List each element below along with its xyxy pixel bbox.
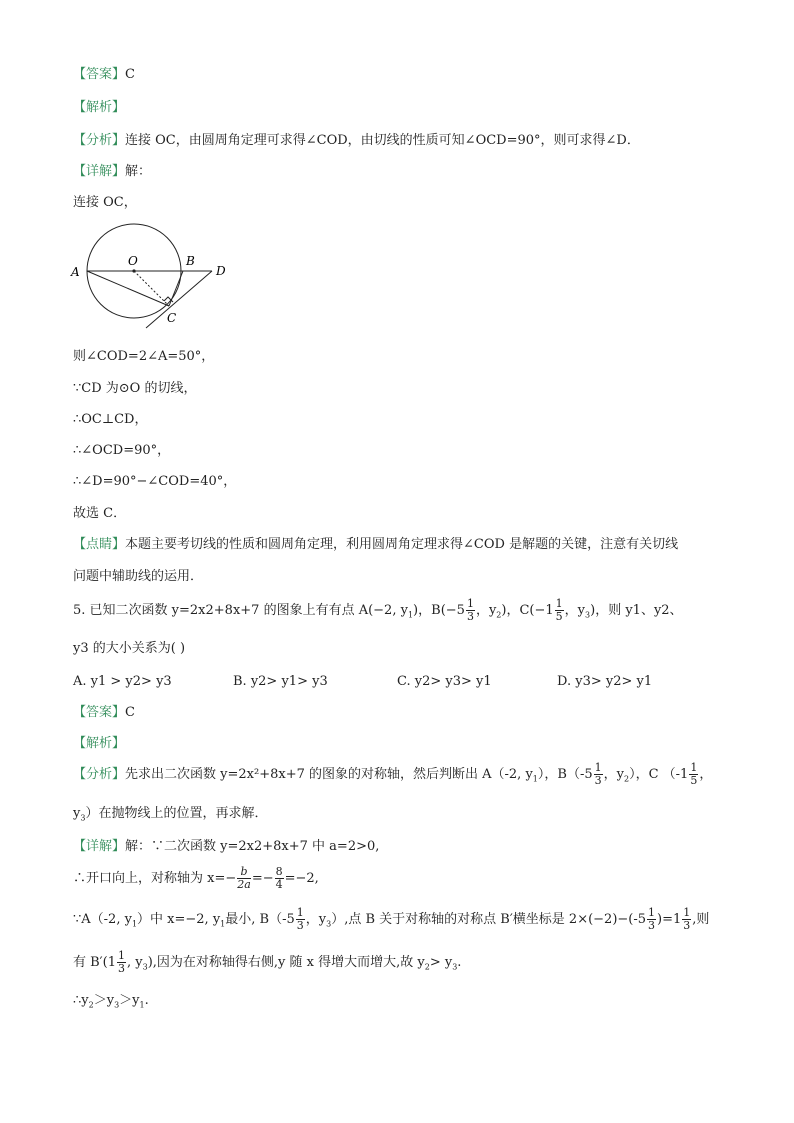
fenxi-tag: 【分析】: [73, 133, 126, 148]
fraction-1-3: [296, 907, 305, 931]
point-c-post: ，y: [564, 603, 586, 618]
analysis-heading: [73, 101, 125, 114]
fenxi-c: ，y: [603, 767, 624, 782]
frac-den: 3: [594, 774, 602, 787]
frac-den: 4: [275, 878, 283, 891]
line-b4: ，y: [305, 912, 327, 927]
sub: 1: [131, 919, 138, 929]
fraction-1-5: [689, 762, 698, 786]
sub: 1: [532, 774, 538, 784]
q5-fenxi-line2: [73, 807, 267, 823]
frac-num: 1: [466, 597, 474, 611]
fraction-1-3: [117, 950, 126, 974]
frac-num: 1: [683, 906, 691, 920]
fraction-1-5: [555, 598, 564, 622]
fraction-1-3: [594, 762, 603, 786]
frac-den: 3: [466, 610, 474, 623]
xiangjie-tag: 【详解】: [73, 164, 126, 179]
dianjing-line: [73, 538, 678, 551]
line-b6: )=1: [657, 912, 682, 927]
frac-num: 1: [690, 761, 698, 775]
answer-tag: 【答案】: [73, 705, 126, 720]
frac-num: 1: [648, 906, 656, 920]
xiangjie-text: 解：∵二次函数 y=2x2+8x+7 中 a=2>0,: [125, 839, 380, 854]
line-ac: [87, 271, 169, 306]
sub: 3: [142, 962, 148, 972]
line-b7: ,则: [692, 912, 710, 927]
sub: 3: [114, 1000, 120, 1010]
xiangjie-text: 解：: [125, 164, 152, 179]
sub: 3: [585, 610, 591, 620]
fenxi-line2a: y: [73, 806, 81, 821]
q5-symmetric-line: [73, 907, 709, 938]
sub: 2: [496, 610, 502, 620]
fraction-8-4: [275, 866, 284, 890]
center-dot: [132, 269, 135, 272]
label-a: A: [71, 265, 80, 279]
step-connect-oc: 连接 OC，: [73, 195, 137, 210]
sub: 2: [623, 774, 630, 784]
sub: 1: [220, 919, 226, 929]
option-d: D. y3> y2> y1: [557, 674, 653, 689]
answer-tag: 【答案】: [73, 67, 126, 82]
point-a-close: )，B: [413, 603, 441, 618]
sub: 2: [88, 1000, 94, 1010]
final-c: ＞y: [119, 993, 140, 1008]
q5-stem: [73, 598, 683, 629]
final-d: .: [144, 993, 149, 1008]
frac-den: 3: [648, 919, 656, 932]
frac-den: 5: [555, 610, 563, 623]
q5-axis-line: [73, 866, 319, 892]
sub: 3: [80, 813, 86, 823]
answer-value: C: [125, 705, 135, 720]
q5-analysis-heading: [73, 737, 125, 750]
line-b2: ）中 x=−2, y: [137, 912, 221, 927]
frac-num: 1: [555, 597, 563, 611]
axis-end: =−2,: [284, 871, 319, 886]
q5-conclusion: [73, 994, 149, 1010]
sub: 3: [452, 962, 458, 972]
label-d: D: [216, 264, 226, 278]
line-c4: > y: [429, 955, 453, 970]
sub: 3: [326, 919, 332, 929]
step-cod: 则∠COD=2∠A=50°，: [73, 349, 215, 364]
fenxi-line2b: ）在抛物线上的位置，再求解．: [85, 806, 268, 821]
fenxi-a: 先求出二次函数 y=2x²+8x+7 的图象的对称轴，然后判断出 A（-2, y: [125, 767, 533, 782]
line-c1: 有 B′(1: [73, 955, 116, 970]
step-perpendicular: ∴OC⊥CD，: [73, 412, 148, 427]
fraction-1-3: [647, 907, 656, 931]
label-c: C: [167, 311, 177, 325]
fraction-1-3: [682, 907, 691, 931]
frac-den: 3: [296, 919, 304, 932]
circle-tangent-figure: [66, 218, 236, 333]
frac-num: 1: [594, 761, 602, 775]
step-d: ∴∠D=90°−∠COD=40°，: [73, 474, 237, 489]
frac-den: 5: [690, 774, 698, 787]
point-b-post: ，y: [475, 603, 497, 618]
step-ocd: ∴∠OCD=90°，: [73, 443, 171, 458]
q5-stem-line2: y3 的大小关系为( ): [73, 641, 186, 656]
q5-fenxi-line: [73, 762, 712, 793]
label-b: B: [186, 254, 195, 268]
analysis-tag: 【解析】: [73, 100, 126, 115]
line-b3: 最小, B（-5: [225, 912, 295, 927]
xiangjie-tag: 【详解】: [73, 839, 126, 854]
point-a: (−2, y: [368, 603, 408, 618]
frac-num: 1: [117, 949, 125, 963]
line-c2: , y: [126, 955, 143, 970]
fenxi-b: ），B（-5: [537, 767, 593, 782]
final-a: ∴y: [73, 993, 89, 1008]
fraction-1-3: [466, 598, 475, 622]
dianjing-tag: 【点睛】: [73, 537, 126, 552]
answer-line: [73, 68, 135, 81]
tangent-line: [146, 271, 212, 328]
frac-den: 3: [683, 919, 691, 932]
fenxi-tag: 【分析】: [73, 767, 126, 782]
option-c: C. y2> y3> y1: [397, 674, 492, 689]
analysis-tag: 【解析】: [73, 736, 126, 751]
fenxi-line: [73, 134, 640, 147]
sub: 1: [139, 1000, 145, 1010]
frac-num: b: [237, 866, 251, 879]
final-b: ＞y: [93, 993, 115, 1008]
option-b: B. y2> y1> y3: [233, 674, 328, 689]
line-c3: ),因为在对称轴得右侧,y 随 x 得增大而增大,故 y: [147, 955, 425, 970]
step-tangent: ∵CD 为⊙O 的切线，: [73, 381, 197, 396]
point-c-close: )，则 y1、y2、: [590, 603, 683, 618]
frac-den: 2a: [237, 878, 251, 891]
q5-xiangjie-line: [73, 840, 379, 853]
frac-num: 8: [275, 865, 283, 879]
line-c5: .: [457, 955, 462, 970]
axis-eq: =−: [251, 871, 274, 886]
line-b5: ）,点 B 关于对称轴的对称点 B′横坐标是 2×(−2)−(-5: [331, 912, 647, 927]
step-choose: 故选 C．: [73, 506, 127, 521]
sub: 1: [407, 610, 414, 620]
axis-a: ∴开口向上，对称轴为 x=−: [73, 871, 237, 886]
fenxi-text: 连接 OC，由圆周角定理可求得∠COD，由切线的性质可知∠OCD=90°，则可求得∠D．: [125, 133, 640, 148]
option-a: A. y1 > y2> y3: [73, 674, 172, 689]
fraction-b-2a: [237, 866, 251, 890]
frac-den: 3: [117, 962, 125, 975]
answer-value: C: [125, 67, 135, 82]
q5-answer-line: [73, 706, 135, 719]
line-b1: ∵A（-2, y: [73, 912, 132, 927]
fenxi-e: ，: [699, 767, 713, 782]
point-b-pre: (−5: [440, 603, 465, 618]
fenxi-d: ），C （-1: [629, 767, 689, 782]
dianjing-line-2: 问题中辅助线的运用．: [73, 569, 204, 584]
xiangjie-line: [73, 165, 151, 178]
sub: 2: [424, 962, 430, 972]
label-o: O: [128, 254, 138, 268]
q5-increase-line: [73, 950, 461, 981]
dianjing-text: 本题主要考切线的性质和圆周角定理，利用圆周角定理求得∠COD 是解题的关键，注意有关切线: [125, 537, 679, 552]
q5-stem-part1: 5. 已知二次函数 y=2x2+8x+7 的图象上有有点 A: [73, 603, 369, 618]
frac-num: 1: [296, 906, 304, 920]
point-b-close: )，C: [501, 603, 530, 618]
point-c-pre: (−1: [529, 603, 554, 618]
